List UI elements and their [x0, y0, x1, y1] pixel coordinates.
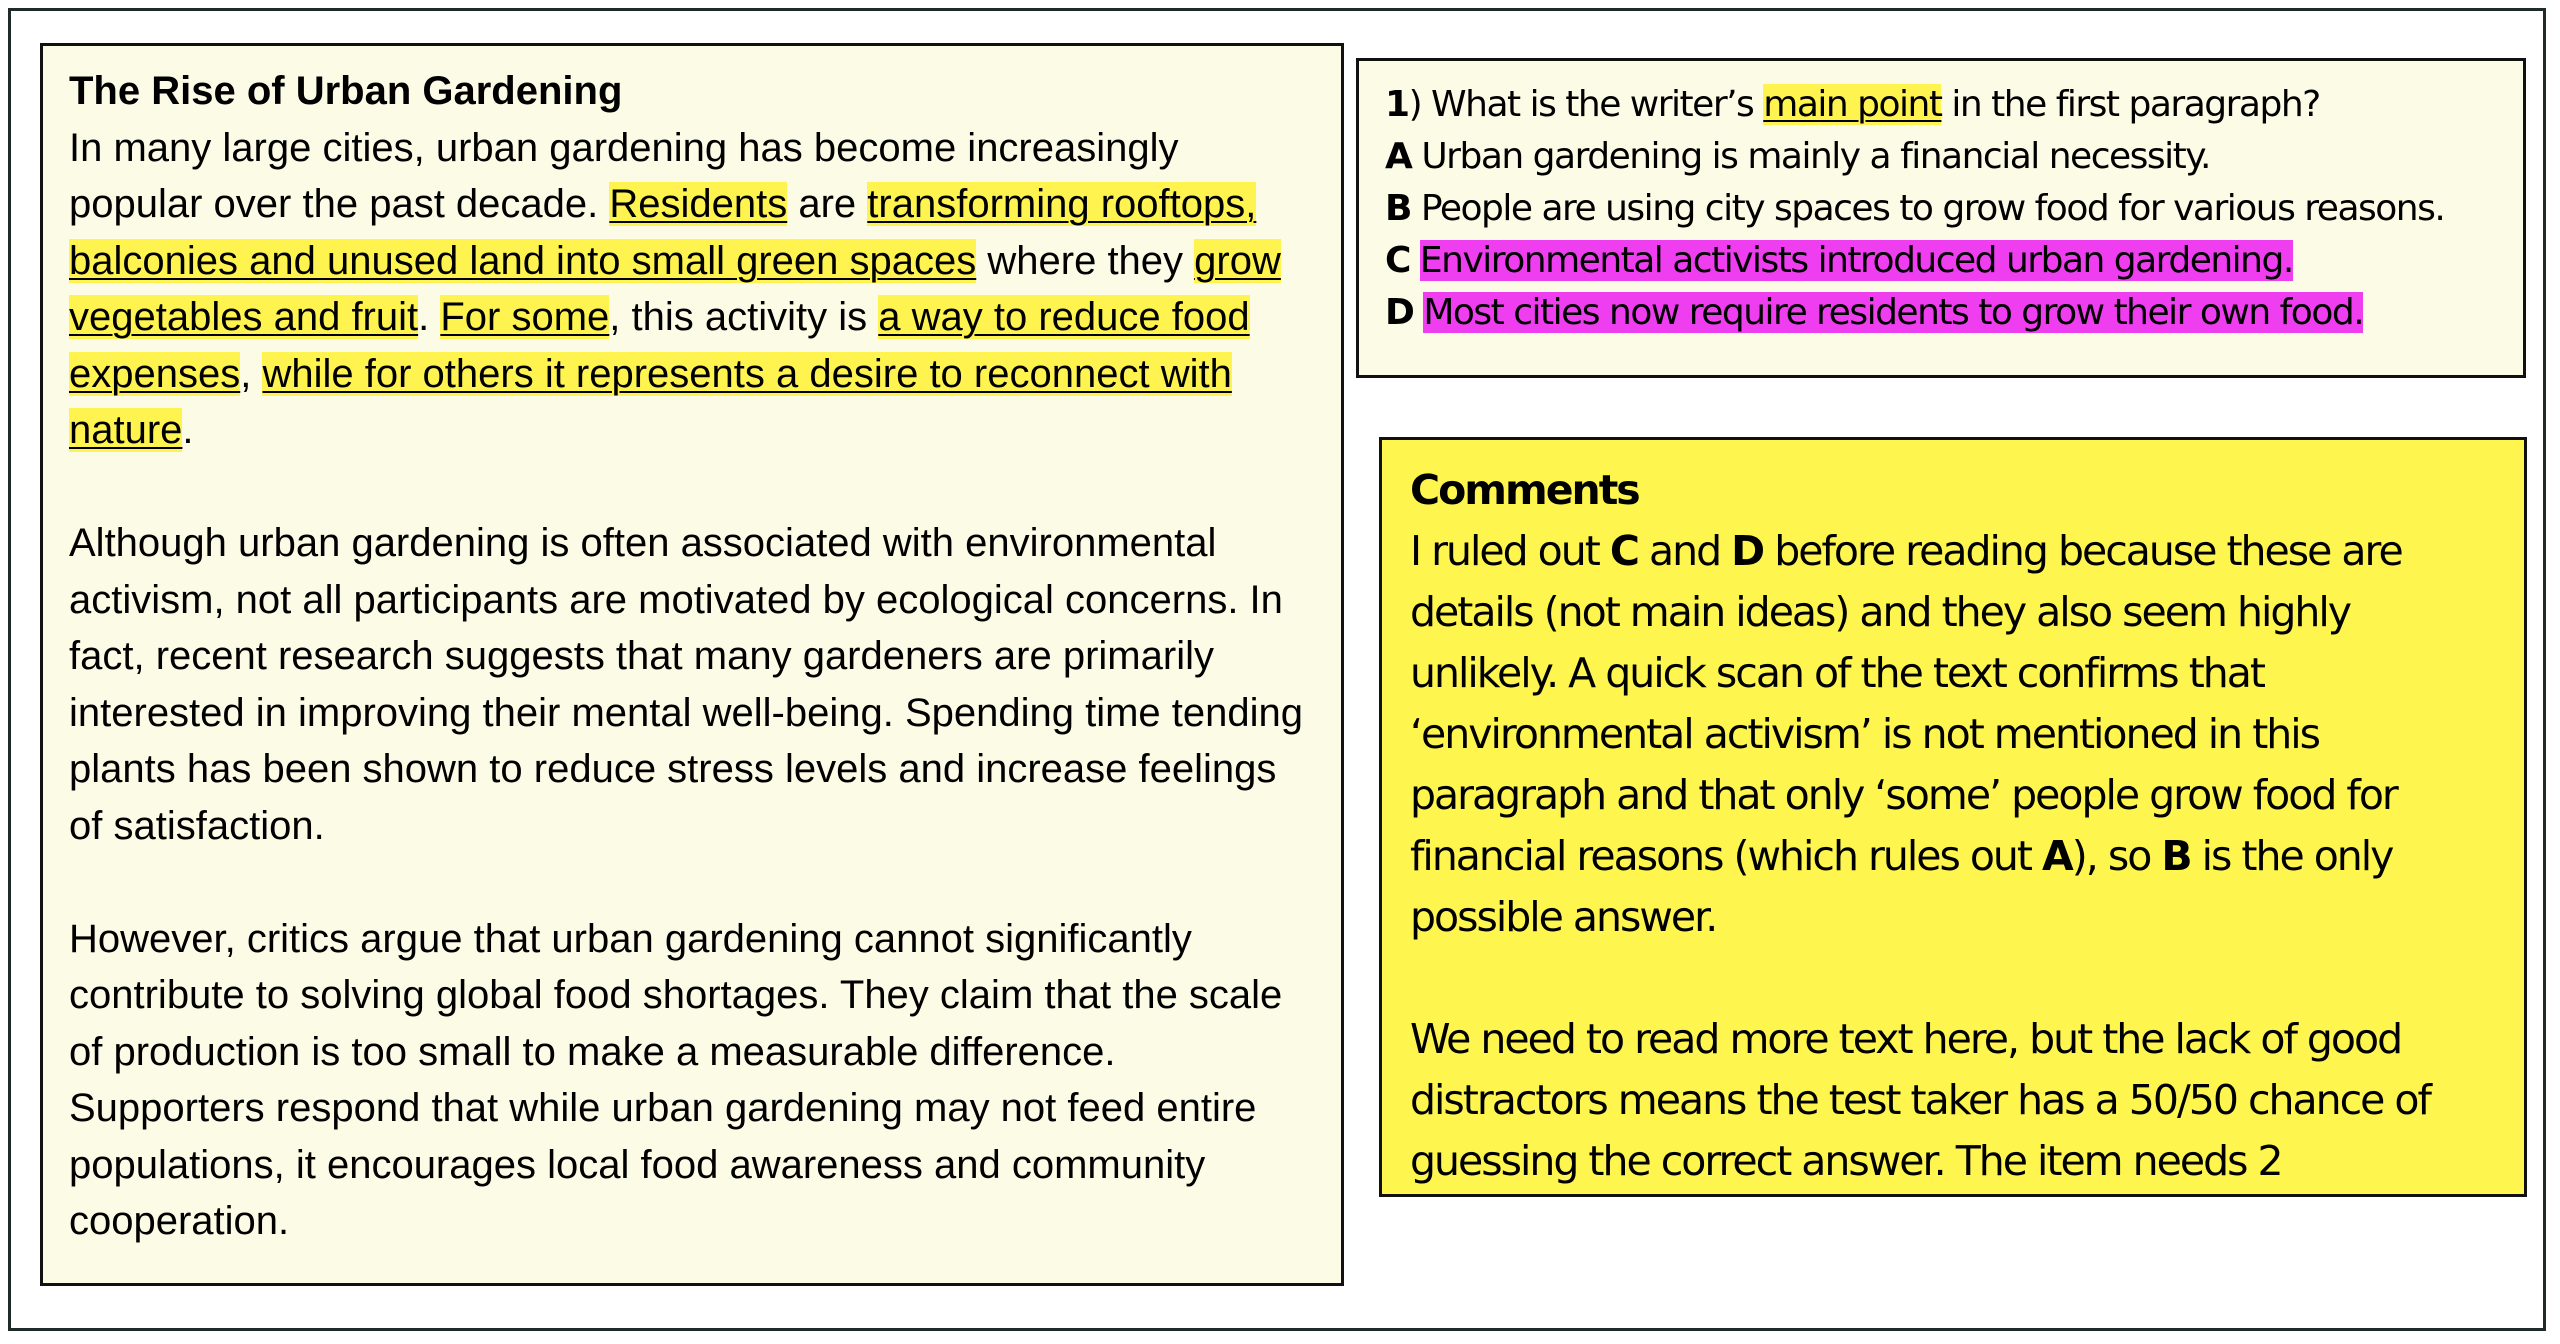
highlight-reconnect-nature: while for others it represents a desire to reconnect with nature [69, 351, 1232, 452]
option-a[interactable] [1385, 131, 2499, 183]
p1-text-1: In many large cities, urban gardening has become increasingly popular over the past decade. [69, 125, 1179, 226]
highlight-residents: Residents [609, 182, 788, 226]
option-letter: C [1385, 240, 1410, 281]
reading-passage [40, 43, 1344, 1286]
option-letter: B [1385, 188, 1411, 229]
option-letter: A [1385, 136, 1412, 177]
comments-title: Comments [1410, 466, 1639, 514]
comment-bold-d: D [1731, 527, 1764, 575]
option-d[interactable] [1385, 287, 2499, 339]
p1-text-4: . [418, 295, 441, 339]
highlight-for-some: For some [440, 295, 610, 339]
highlight-transforming: transforming rooftops, balconies and unused land into small green spaces [69, 182, 1257, 283]
comments-box [1379, 437, 2527, 1197]
highlight-main-point: main point [1763, 84, 1942, 125]
option-b[interactable] [1385, 183, 2499, 235]
question-number: 1 [1385, 84, 1409, 125]
comment-text: I ruled out [1410, 527, 1610, 575]
stem-pre: ) What is the writer’s [1408, 84, 1764, 125]
question-box [1356, 58, 2526, 378]
option-letter: D [1385, 292, 1414, 333]
passage-paragraph-1 [69, 120, 1315, 459]
option-text: People are using city spaces to grow food for various reasons. [1420, 188, 2445, 229]
comment-text: ), so [2071, 832, 2162, 880]
highlight-grow-vegetables: grow vegetables and fruit [69, 238, 1281, 339]
comment-bold-c: C [1609, 527, 1638, 575]
p1-text-7: . [182, 408, 194, 452]
option-text: Most cities now require residents to grow their own food. [1423, 292, 2364, 333]
p1-text-2: are [787, 182, 868, 226]
passage-title: The Rise of Urban Gardening [69, 69, 623, 113]
comments-paragraph-1 [1410, 521, 2498, 948]
stem-post: in the first paragraph? [1941, 84, 2320, 125]
option-c[interactable] [1385, 235, 2499, 287]
comment-text: and [1637, 527, 1732, 575]
highlight-reduce-expenses: a way to reduce food expenses [69, 295, 1250, 396]
comment-text: is the only possible answer. [1410, 832, 2393, 941]
comment-bold-a: A [2042, 832, 2072, 880]
p1-text-3: where they [976, 238, 1195, 283]
p1-text-6: , [240, 351, 263, 396]
option-text: Urban gardening is mainly a financial necessity. [1421, 136, 2210, 177]
passage-paragraph-2: Although urban gardening is often associated with environmental activism, not all participants are motivated by ecological concerns. In fact, recent research suggests that many gardeners are primarily interested in improving their mental well-being. Spending time tending plants has been shown to reduce stress levels and increase feelings of satisfaction. [69, 521, 1304, 848]
comments-paragraph-2: We need to read more text here, but the lack of good distractors means the test taker has a 50/50 chance of guessing the correct answer. The item needs 2 [1410, 1015, 2430, 1185]
question-stem [1385, 79, 2499, 131]
comment-bold-b: B [2161, 832, 2191, 880]
option-text: Environmental activists introduced urban gardening. [1419, 240, 2293, 281]
p1-text-5: , this activity is [609, 295, 879, 339]
passage-paragraph-3: However, critics argue that urban gardening cannot significantly contribute to solving global food shortages. They claim that the scale of production is too small to make a measurable difference. Supporters respond that while urban gardening may not feed entire populations, it encourages local food awareness and community cooperation. [69, 916, 1283, 1243]
comment-text: before reading because these are details (not main ideas) and they also seem highly unlikely. A quick scan of the text confirms that ‘environmental activism’ is not mentioned in this paragraph and that only ‘some’ people grow food for financial reasons (which rules out [1410, 527, 2402, 880]
